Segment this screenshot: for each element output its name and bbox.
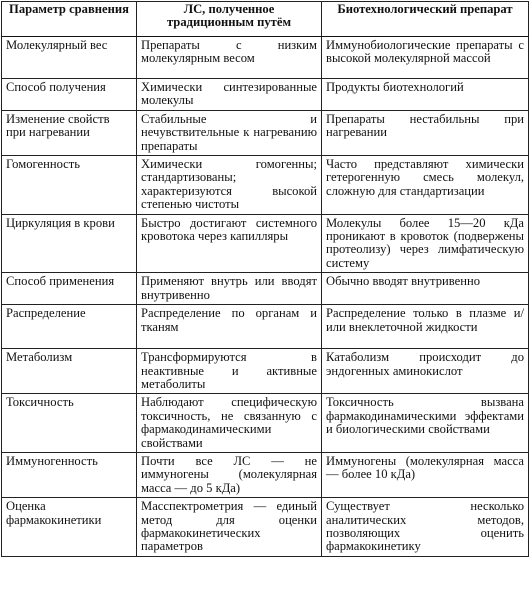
row-biotech: Часто представляют химически гетерогенную смесь молекул, сложную для стандартизации — [322, 156, 529, 215]
row-biotech: Токсичность вызвана фармакодинамическими эффектами и биологическими свойствами — [322, 394, 529, 453]
row-traditional: Применяют внутрь или вводят внутривенно — [137, 273, 322, 305]
row-traditional: Трансформируются в неактивные и активные метаболиты — [137, 349, 322, 394]
row-traditional: Масспектрометрия — единый метод для оценки фармакокинетических параметров — [137, 498, 322, 557]
row-traditional: Быстро достигают системного кровотока через капилляры — [137, 214, 322, 273]
row-parameter: Токсичность — [2, 394, 137, 453]
header-traditional-drug: ЛС, полученное традиционным путём — [137, 2, 322, 37]
row-biotech: Иммуногены (молекулярная масса — более 10 кДа) — [322, 452, 529, 497]
row-biotech: Катаболизм происходит до эндогенных аминокислот — [322, 349, 529, 394]
row-biotech: Распределение только в плазме и/или внеклеточной жидкости — [322, 305, 529, 349]
table-row — [2, 37, 529, 79]
row-parameter: Иммуногенность — [2, 452, 137, 497]
table-body — [2, 37, 529, 557]
row-parameter: Изменение свойств при нагревании — [2, 110, 137, 155]
row-parameter: Способ получения — [2, 79, 137, 111]
row-traditional: Химически гомогенны; стандартизованы; характеризуются высокой степенью чистоты — [137, 156, 322, 215]
row-traditional: Распределение по органам и тканям — [137, 305, 322, 349]
row-traditional: Почти все ЛС — не иммуногены (молекулярная масса — до 5 кДа) — [137, 452, 322, 497]
row-parameter: Способ применения — [2, 273, 137, 305]
header-row — [2, 2, 529, 37]
row-parameter: Оценка фармакокинетики — [2, 498, 137, 557]
row-biotech: Обычно вводят внутривенно — [322, 273, 529, 305]
row-traditional: Наблюдают специфическую токсичность, не связанную с фармакодинамическими свойствами — [137, 394, 322, 453]
row-biotech: Молекулы более 15—20 кДа проникают в кровоток (подвержены протеолизу) через лимфатическую систему — [322, 214, 529, 273]
table-row — [2, 214, 529, 273]
table-row — [2, 156, 529, 215]
row-biotech: Препараты нестабильны при нагревании — [322, 110, 529, 155]
table-header — [2, 2, 529, 37]
table-row — [2, 452, 529, 497]
table-row — [2, 305, 529, 349]
row-parameter: Молекулярный вес — [2, 37, 137, 79]
row-biotech: Существует несколько аналитических методов, позволяющих оценить фармакокинетику — [322, 498, 529, 557]
table-row — [2, 110, 529, 155]
table-row — [2, 498, 529, 557]
table-row — [2, 79, 529, 111]
header-parameter: Параметр сравнения — [2, 2, 137, 37]
row-traditional: Химически синтезированные молекулы — [137, 79, 322, 111]
row-traditional: Стабильные и нечувствительные к нагреванию препараты — [137, 110, 322, 155]
row-parameter: Распределение — [2, 305, 137, 349]
table-row — [2, 394, 529, 453]
comparison-table — [1, 1, 529, 557]
row-biotech: Иммунобиологические препараты с высокой молекулярной массой — [322, 37, 529, 79]
table-row — [2, 273, 529, 305]
row-parameter: Метаболизм — [2, 349, 137, 394]
row-parameter: Циркуляция в крови — [2, 214, 137, 273]
header-biotech-drug: Биотехнологический препарат — [322, 2, 529, 37]
row-traditional: Препараты с низким молекулярным весом — [137, 37, 322, 79]
row-biotech: Продукты биотехнологий — [322, 79, 529, 111]
table-row — [2, 349, 529, 394]
row-parameter: Гомогенность — [2, 156, 137, 215]
